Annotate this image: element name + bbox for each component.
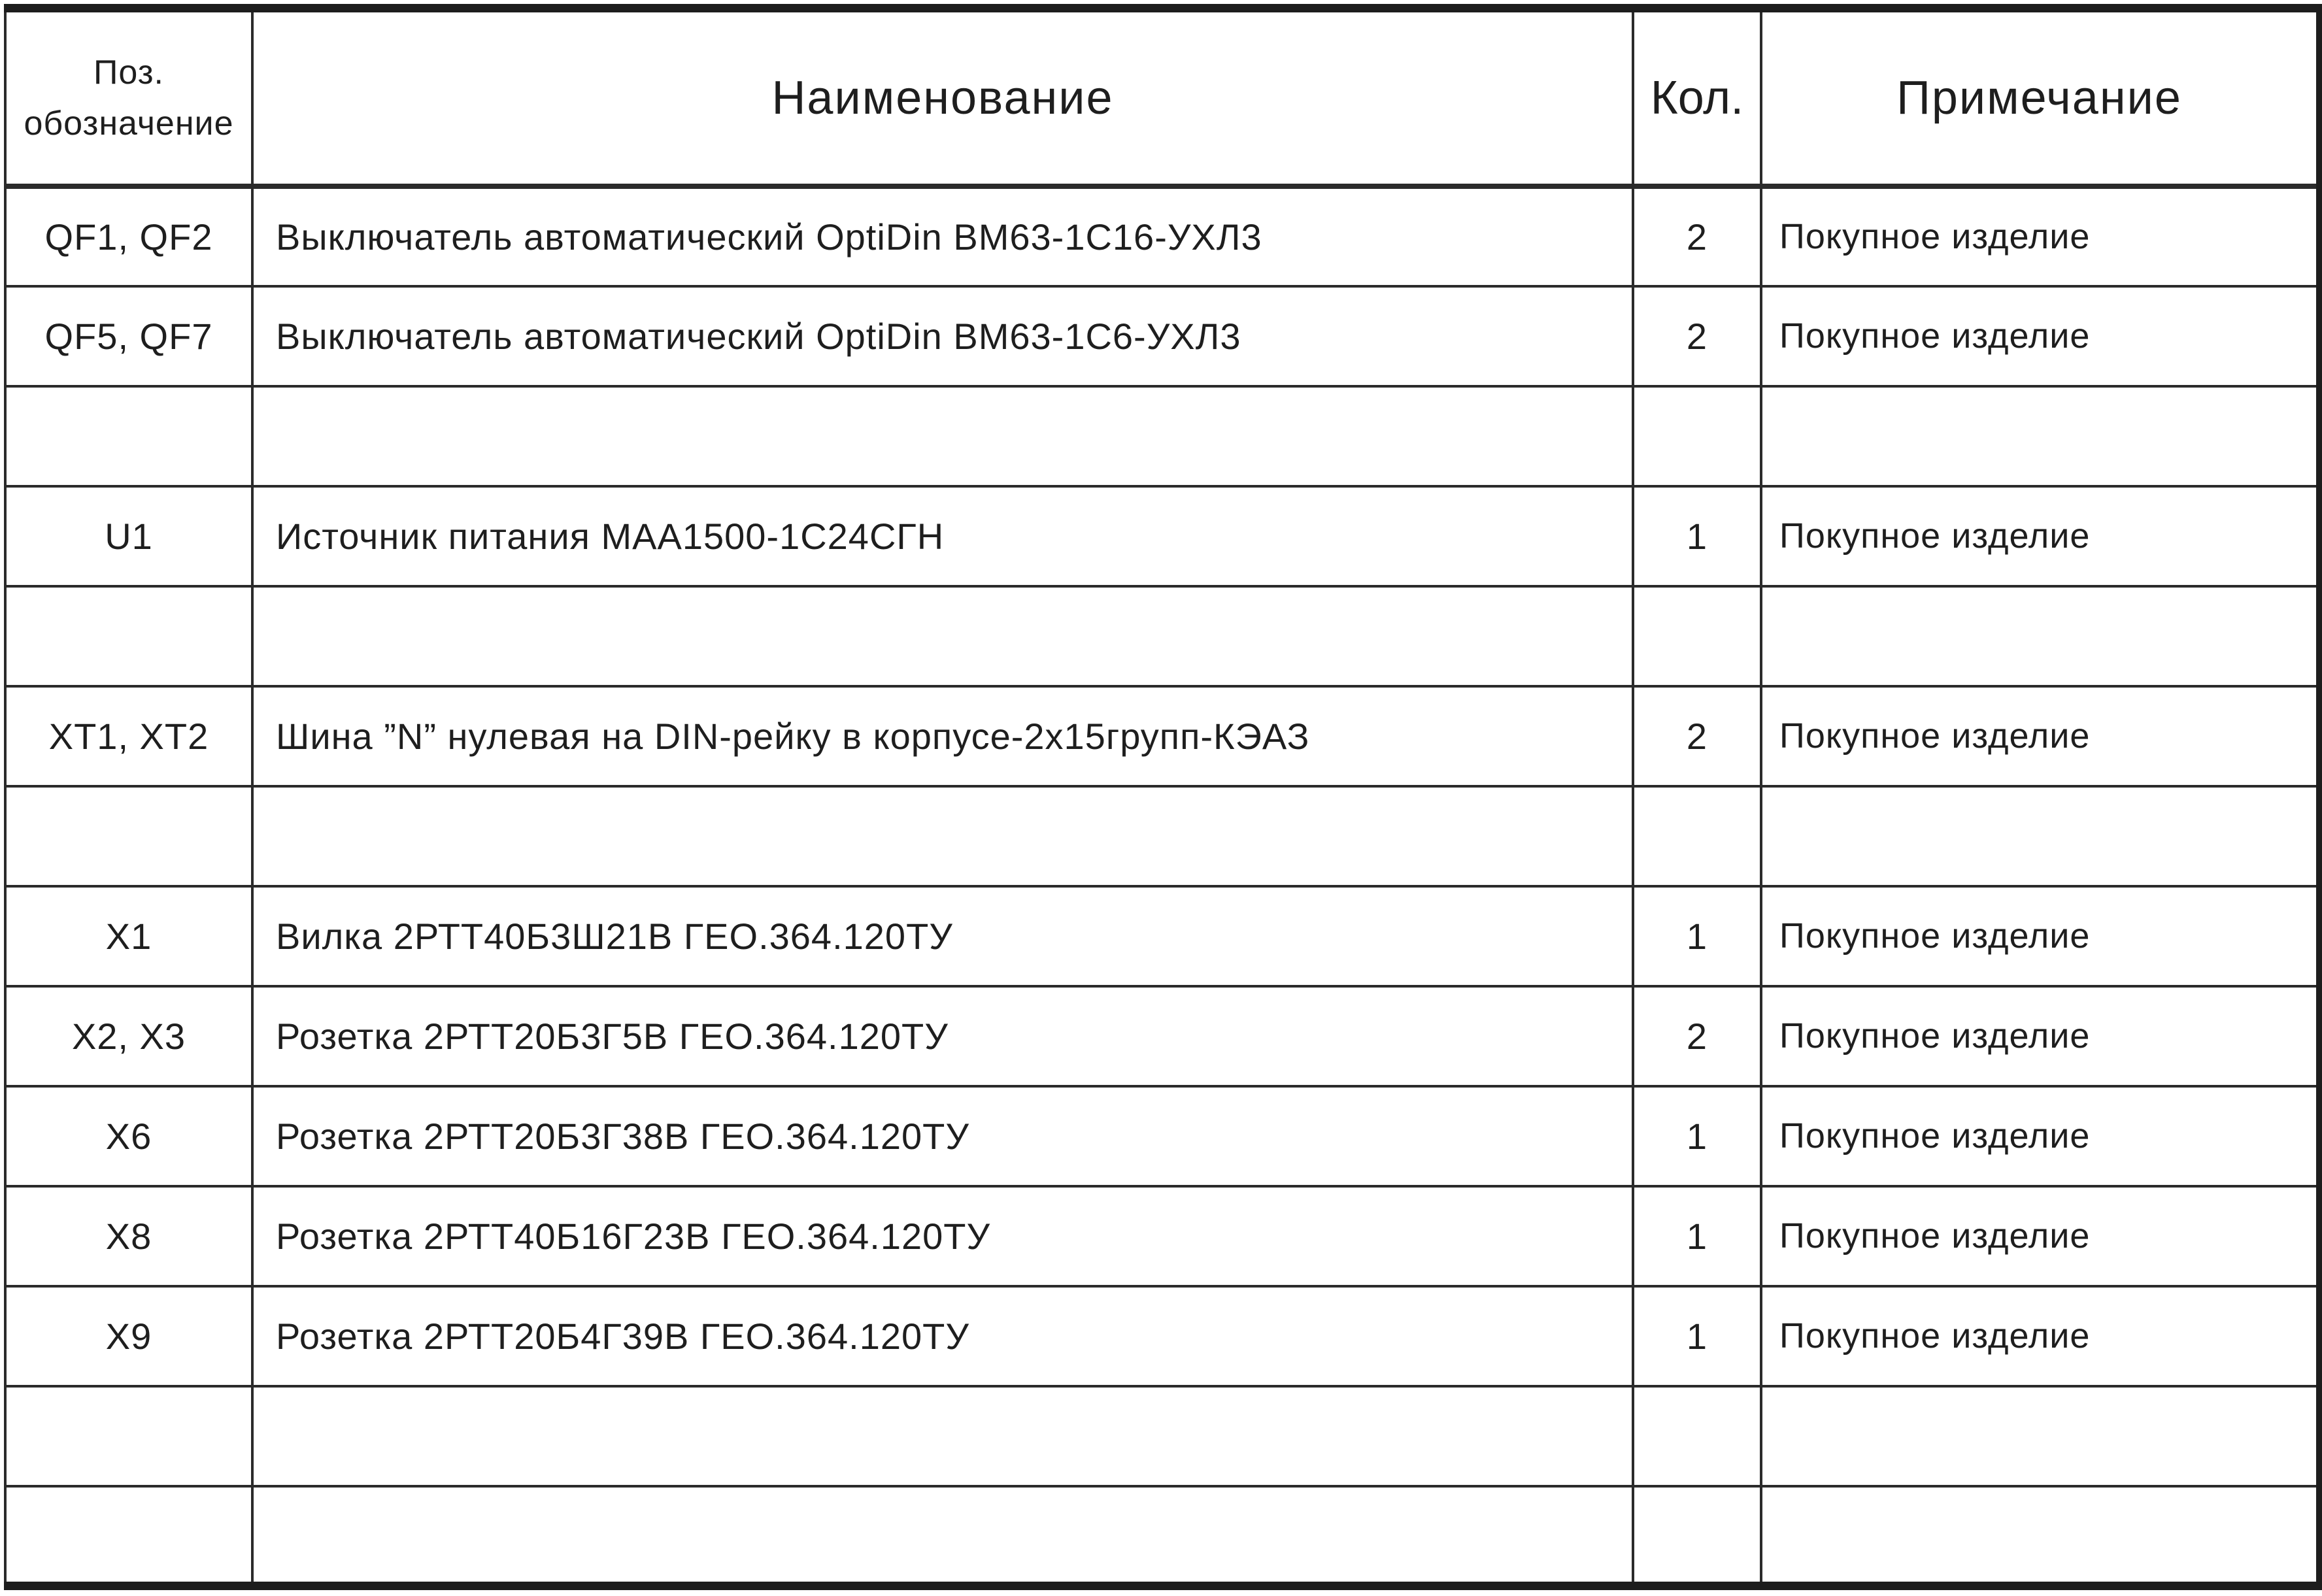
row-pos-designator: X2, X3 xyxy=(5,986,252,1086)
table-row xyxy=(5,1386,2319,1486)
row-pos-designator xyxy=(5,1486,252,1586)
row-name: Розетка 2РТТ40Б16Г23В ГЕО.364.120ТУ xyxy=(252,1186,1633,1286)
row-note xyxy=(1761,1486,2319,1586)
row-pos-designator: X1 xyxy=(5,886,252,986)
table-row xyxy=(5,986,2319,1086)
row-name: Розетка 2РТТ20Б3Г5В ГЕО.364.120ТУ xyxy=(252,986,1633,1086)
row-pos-designator xyxy=(5,786,252,886)
table-row xyxy=(5,1186,2319,1286)
row-pos-designator xyxy=(5,586,252,686)
row-quantity xyxy=(1633,1386,1761,1486)
row-quantity: 2 xyxy=(1633,986,1761,1086)
row-name: Выключатель автоматический OptiDin ВМ63-1С16-УХЛ3 xyxy=(252,186,1633,286)
row-note: Покупное изделие xyxy=(1761,186,2319,286)
row-quantity: 2 xyxy=(1633,186,1761,286)
table-row xyxy=(5,486,2319,586)
row-pos-designator: X8 xyxy=(5,1186,252,1286)
row-name: Розетка 2РТТ20Б4Г39В ГЕО.364.120ТУ xyxy=(252,1286,1633,1386)
row-note xyxy=(1761,786,2319,886)
row-pos-designator: X9 xyxy=(5,1286,252,1386)
parts-table xyxy=(4,4,2322,1590)
row-name xyxy=(252,1386,1633,1486)
table-row xyxy=(5,586,2319,686)
table-row xyxy=(5,786,2319,886)
row-quantity xyxy=(1633,586,1761,686)
row-note: Покупное изделие xyxy=(1761,686,2319,786)
row-pos-designator: QF1, QF2 xyxy=(5,186,252,286)
row-quantity xyxy=(1633,786,1761,886)
row-note: Покупное изделие xyxy=(1761,1086,2319,1186)
row-quantity: 1 xyxy=(1633,1286,1761,1386)
row-quantity: 1 xyxy=(1633,1086,1761,1186)
table-row xyxy=(5,386,2319,486)
row-note: Покупное изделие xyxy=(1761,986,2319,1086)
pos-header-line2: обозначение xyxy=(24,104,234,142)
row-quantity: 1 xyxy=(1633,886,1761,986)
row-quantity: 2 xyxy=(1633,686,1761,786)
note-column-header: Примечание xyxy=(1761,8,2319,186)
row-quantity: 1 xyxy=(1633,486,1761,586)
table-row xyxy=(5,1486,2319,1586)
pos-column-header xyxy=(5,8,252,186)
row-pos-designator: XT1, XT2 xyxy=(5,686,252,786)
table-row xyxy=(5,1286,2319,1386)
row-note: Покупное изделие xyxy=(1761,1186,2319,1286)
row-note xyxy=(1761,586,2319,686)
row-name: Вилка 2РТТ40Б3Ш21В ГЕО.364.120ТУ xyxy=(252,886,1633,986)
row-quantity xyxy=(1633,1486,1761,1586)
row-name xyxy=(252,586,1633,686)
row-name: Розетка 2РТТ20Б3Г38В ГЕО.364.120ТУ xyxy=(252,1086,1633,1186)
row-note: Покупное изделие xyxy=(1761,886,2319,986)
row-name: Шина ”N” нулевая на DIN-рейку в корпусе-2х15групп-КЭАЗ xyxy=(252,686,1633,786)
row-name xyxy=(252,786,1633,886)
table-row xyxy=(5,1086,2319,1186)
row-note: Покупное изделие xyxy=(1761,486,2319,586)
table-row xyxy=(5,286,2319,386)
row-pos-designator xyxy=(5,1386,252,1486)
row-quantity xyxy=(1633,386,1761,486)
row-note xyxy=(1761,386,2319,486)
row-note xyxy=(1761,1386,2319,1486)
pos-header-line1: Поз. xyxy=(93,53,164,91)
row-quantity: 1 xyxy=(1633,1186,1761,1286)
table-row xyxy=(5,686,2319,786)
name-column-header: Наименование xyxy=(252,8,1633,186)
table-row xyxy=(5,886,2319,986)
row-note: Покупное изделие xyxy=(1761,286,2319,386)
header-row xyxy=(5,8,2319,186)
row-name xyxy=(252,1486,1633,1586)
row-name: Выключатель автоматический OptiDin ВМ63-1С6-УХЛ3 xyxy=(252,286,1633,386)
row-pos-designator xyxy=(5,386,252,486)
row-pos-designator: X6 xyxy=(5,1086,252,1186)
row-pos-designator: U1 xyxy=(5,486,252,586)
row-pos-designator: QF5, QF7 xyxy=(5,286,252,386)
row-note: Покупное изделие xyxy=(1761,1286,2319,1386)
qty-column-header: Кол. xyxy=(1633,8,1761,186)
table-row xyxy=(5,186,2319,286)
row-name: Источник питания МАА1500-1С24СГН xyxy=(252,486,1633,586)
row-quantity: 2 xyxy=(1633,286,1761,386)
row-name xyxy=(252,386,1633,486)
